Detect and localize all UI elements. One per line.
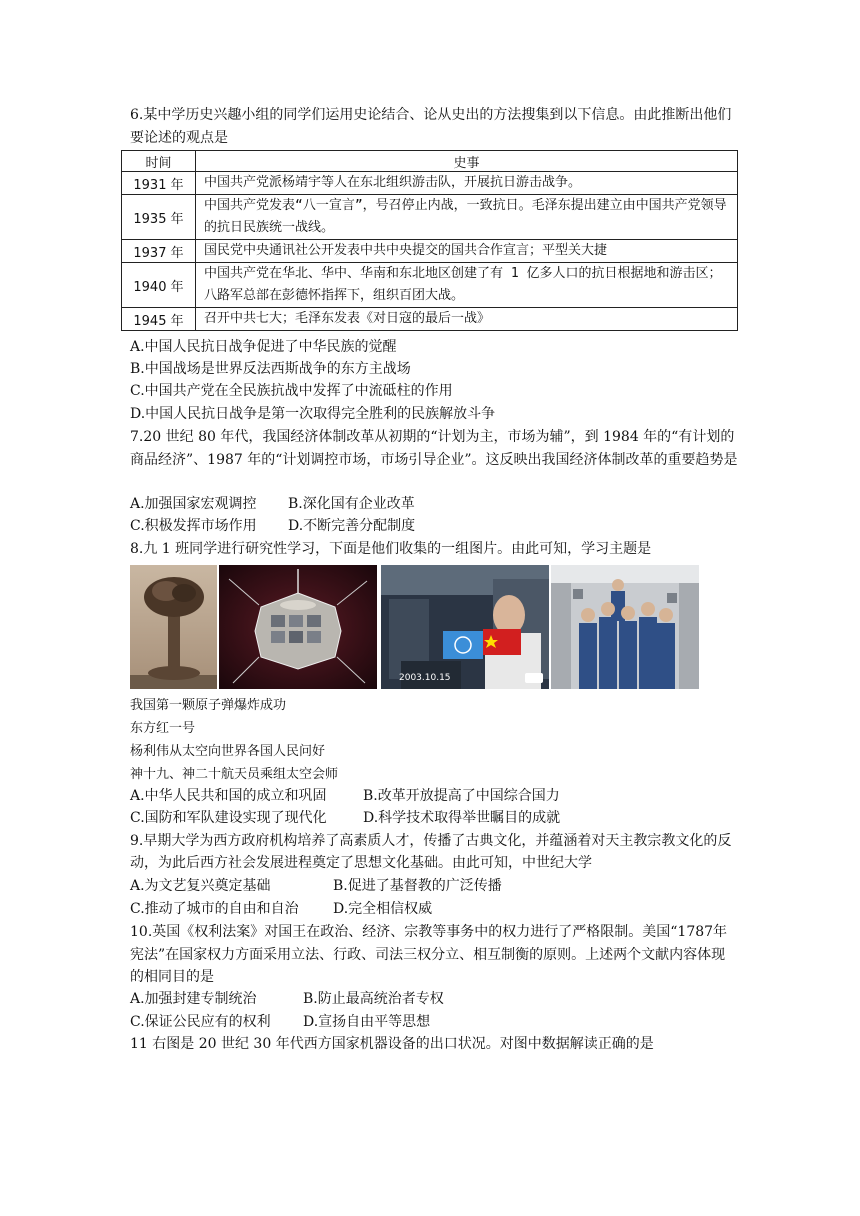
- q8-option-c: C.国防和军队建设实现了现代化: [130, 810, 327, 826]
- row-event: 中国共产党发表“八一宣言”，号召停止内战，一致抗日。毛泽东提出建立由中国共产党领导的抗日民族统一战线。: [196, 195, 738, 240]
- q6-option-d: D.中国人民抗日战争是第一次取得完全胜利的民族解放斗争: [130, 406, 496, 422]
- q8-stem: 8.九 1 班同学进行研究性学习，下面是他们收集的一组图片。由此可知，学习主题是: [130, 541, 652, 557]
- q7-option-d: D.不断完善分配制度: [288, 518, 416, 534]
- q8-option-b: B.改革开放提高了中国综合国力: [363, 788, 560, 804]
- q8-options-row2: [130, 808, 560, 828]
- q9-option-d: D.完全相信权威: [333, 901, 433, 917]
- q7-option-a: A.加强国家宏观调控: [130, 496, 257, 512]
- q7-option-b: B.深化国有企业改革: [288, 496, 415, 512]
- row-year: 1945 年: [122, 308, 196, 331]
- table-row: [122, 263, 738, 308]
- q7-options-row1: [130, 494, 415, 514]
- q10-options-row2: [130, 1012, 430, 1032]
- q9-options-row2: [130, 899, 432, 919]
- row-year: 1935 年: [122, 195, 196, 240]
- q10-option-c: C.保证公民应有的权利: [130, 1014, 271, 1030]
- q8-option-a: A.中华人民共和国的成立和巩固: [130, 788, 327, 804]
- table-row: [122, 240, 738, 263]
- row-event: 国民党中央通讯社公开发表中共中央提交的国共合作宣言；平型关大捷: [196, 240, 738, 263]
- crew-meeting-photo: [551, 565, 699, 689]
- caption-satellite: 东方红一号: [130, 721, 196, 736]
- row-event: 中国共产党在华北、华中、华南和东北地区创建了有 1 亿多人口的抗日根据地和游击区；八路军总部在彭德怀指挥下，组织百团大战。: [196, 263, 738, 308]
- header-event: 史事: [196, 151, 738, 172]
- table-row: [122, 195, 738, 240]
- q6-history-table: [121, 150, 738, 331]
- astronaut-flag-photo: [381, 565, 549, 689]
- q6-stem: 6.某中学历史兴趣小组的同学们运用史论结合、论从史出的方法搜集到以下信息。由此推断出他们要论述的观点是: [130, 107, 732, 146]
- header-time: 时间: [122, 151, 196, 172]
- table-header-row: [122, 151, 738, 172]
- cctv-logo-icon: [525, 673, 543, 683]
- table-row: [122, 172, 738, 195]
- q7-stem: 7.20 世纪 80 年代，我国经济体制改革从初期的“计划为主，市场为辅”，到 1984 年的“有计划的商品经济”、1987 年的“计划调控市场，市场引导企业”。这反映出我国经济体制改革的重要趋势是: [130, 429, 738, 468]
- q10-option-a: A.加强封建专制统治: [130, 991, 257, 1007]
- q7-option-c: C.积极发挥市场作用: [130, 518, 257, 534]
- table-row: [122, 308, 738, 331]
- row-event: 召开中共七大；毛泽东发表《对日寇的最后一战》: [196, 308, 738, 331]
- q7-options-row2: [130, 516, 415, 536]
- photo-date-stamp: 2003.10.15: [399, 673, 451, 683]
- q11-stem: 11 右图是 20 世纪 30 年代西方国家机器设备的出口状况。对图中数据解读正确的是: [130, 1036, 654, 1052]
- q10-option-b: B.防止最高统治者专权: [303, 991, 444, 1007]
- q10-option-d: D.宣扬自由平等思想: [303, 1014, 431, 1030]
- q6-option-a: A.中国人民抗日战争促进了中华民族的觉醒: [130, 339, 397, 355]
- satellite-photo: [219, 565, 377, 689]
- row-event: 中国共产党派杨靖宇等人在东北组织游击队，开展抗日游击战争。: [196, 172, 738, 195]
- row-year: 1940 年: [122, 263, 196, 308]
- caption-atomic-bomb: 我国第一颗原子弹爆炸成功: [130, 698, 287, 713]
- q10-stem: 10.英国《权利法案》对国王在政治、经济、宗教等事务中的权力进行了严格限制。美国“1787年宪法”在国家权力方面采用立法、行政、司法三权分立、相互制衡的原则。上述两个文献内容体现的相同目的是: [130, 924, 728, 985]
- caption-yang-liwei: 杨利伟从太空向世界各国人民问好: [130, 744, 326, 759]
- q9-stem: 9.早期大学为西方政府机构培养了高素质人才，传播了古典文化，并蕴涵着对天主教宗教文化的反动，为此后西方社会发展进程奠定了思想文化基础。由此可知，中世纪大学: [130, 833, 732, 871]
- row-year: 1937 年: [122, 240, 196, 263]
- q6-option-c: C.中国共产党在全民族抗战中发挥了中流砥柱的作用: [130, 383, 453, 399]
- q9-option-a: A.为文艺复兴奠定基础: [130, 878, 271, 894]
- q9-option-b: B.促进了基督教的广泛传播: [333, 878, 502, 894]
- q9-option-c: C.推动了城市的自由和自治: [130, 901, 299, 917]
- q10-options-row1: [130, 989, 444, 1009]
- q6-option-b: B.中国战场是世界反法西斯战争的东方主战场: [130, 361, 411, 377]
- row-year: 1931 年: [122, 172, 196, 195]
- q8-options-row1: [130, 786, 560, 806]
- caption-crew-meeting: 神十九、神二十航天员乘组太空会师: [130, 767, 339, 782]
- q9-options-row1: [130, 876, 502, 896]
- atomic-bomb-photo: [130, 565, 217, 689]
- q8-option-d: D.科学技术取得举世瞩目的成就: [363, 810, 561, 826]
